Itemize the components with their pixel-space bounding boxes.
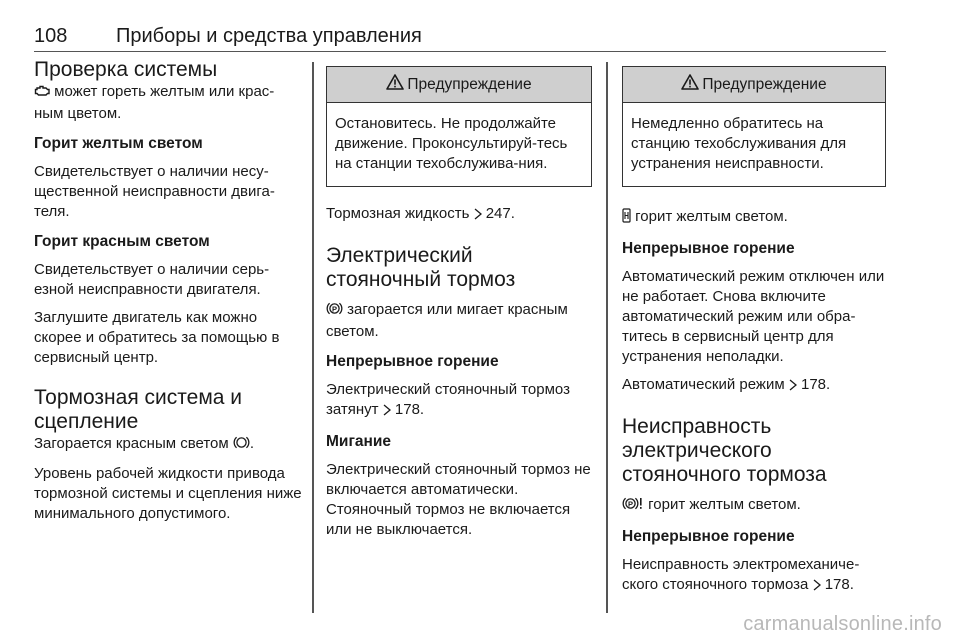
auto-hold-continuous-heading: Непрерывное горение: [622, 240, 795, 257]
epb-intro-text: загорается или мигает красным светом.: [326, 301, 568, 340]
auto-hold-mode-ref: [622, 375, 886, 397]
page-ref-icon: [789, 377, 797, 397]
engine-check-intro: [34, 82, 302, 124]
warning-text: Остановитесь. Не продолжайте движение. Проконсультируй-тесь на станции техобслужива-ния.: [335, 115, 568, 172]
engine-check-icon: [34, 84, 50, 104]
warning-triangle-icon: [386, 74, 404, 95]
column-divider-right: [606, 62, 608, 613]
warning-box-stop: [326, 66, 592, 187]
section-title-epb: Электрический стояночный тормоз: [326, 244, 516, 291]
epb-continuous-page: 178.: [390, 401, 425, 418]
warning-header: [327, 67, 591, 103]
epb-flashing-text: Электрический стояночный тормоз не включается автоматически. Стояночный тормоз не включается или не выключается.: [326, 461, 591, 538]
brake-fluid-text: Тормозная жидкость: [326, 205, 474, 222]
page-ref-icon: [813, 577, 821, 597]
brake-system-intro-end: .: [249, 435, 255, 452]
brake-warning-icon: [233, 435, 250, 456]
epb-continuous-body: Электрический стояночный тормоз затянут: [326, 381, 570, 418]
warning-label: Предупреждение: [407, 75, 532, 93]
yellow-text: Свидетельствует о наличии несу-щественной неисправности двига-теля.: [34, 163, 275, 220]
warning-box-service: [622, 66, 886, 187]
column-2: [326, 66, 592, 540]
section-title-brake-system: Тормозная система и сцепление: [34, 386, 243, 433]
brake-fluid-page: 247.: [481, 205, 515, 222]
column-3: [622, 66, 886, 597]
section-title-epb-fault: Неисправность электрического стояночного тормоза: [622, 415, 827, 486]
auto-hold-intro-text: горит желтым светом.: [631, 208, 788, 225]
auto-hold-mode-text: Автоматический режим: [622, 376, 789, 393]
epb-fault-intro-text: горит желтым светом.: [644, 496, 801, 513]
red-text: Свидетельствует о наличии серь-езной неисправности двигателя.: [34, 261, 270, 298]
epb-intro: [326, 300, 592, 342]
warning-header: [623, 67, 885, 103]
epb-fault-continuous-body: Неисправность электромеханиче-ского стояночного тормоза: [622, 556, 860, 593]
auto-hold-mode-page: 178.: [796, 376, 831, 393]
warning-triangle-icon: [681, 74, 699, 95]
brake-system-intro-text: Загорается красным светом: [34, 435, 233, 452]
page-ref-icon: [474, 206, 482, 226]
epb-fault-continuous-page: 178.: [820, 576, 854, 593]
svg-text:P: P: [331, 304, 338, 314]
warning-text: Немедленно обратитесь на станцию техобслуживания для устранения неисправности.: [631, 115, 847, 172]
red-heading: Горит красным светом: [34, 233, 210, 250]
auto-hold-continuous-text: Автоматический режим отключен или не работает. Снова включите автоматический режим или обра-титесь в сервисный центр для устранения неполадки.: [622, 268, 885, 365]
engine-check-intro-text: может гореть желтым или крас-ным цветом.: [34, 83, 275, 122]
page-ref-icon: [383, 402, 391, 422]
auto-hold-icon: [622, 208, 631, 229]
page-header: [34, 22, 886, 52]
brake-fluid-level-text: Уровень рабочей жидкости привода тормозной системы и сцепления ниже минимального допустимого.: [34, 465, 302, 522]
yellow-heading: Горит желтым светом: [34, 135, 203, 152]
svg-text:P: P: [627, 499, 634, 509]
watermark: carmanualsonline.info: [743, 613, 942, 635]
brake-system-intro: [34, 434, 302, 456]
column-divider-left: [312, 62, 314, 613]
parking-brake-icon: [326, 301, 343, 322]
brake-fluid-ref: [326, 204, 592, 226]
epb-fault-intro: [622, 495, 886, 517]
epb-continuous-heading: Непрерывное горение: [326, 353, 499, 370]
epb-flashing-heading: Мигание: [326, 433, 392, 450]
warning-label: Предупреждение: [702, 75, 827, 93]
section-title-engine-check: Проверка системы: [34, 58, 218, 81]
red-advice: Заглушите двигатель как можно скорее и обратитесь за помощью в сервисный центр.: [34, 309, 280, 366]
page-number: 108: [34, 25, 68, 47]
epb-fault-continuous-text: [622, 555, 886, 597]
column-1: [34, 58, 302, 524]
parking-brake-fault-icon: [622, 496, 644, 517]
auto-hold-intro: [622, 207, 886, 229]
epb-fault-continuous-heading: Непрерывное горение: [622, 528, 795, 545]
epb-continuous-text: [326, 380, 592, 422]
chapter-title: Приборы и средства управления: [116, 25, 422, 47]
